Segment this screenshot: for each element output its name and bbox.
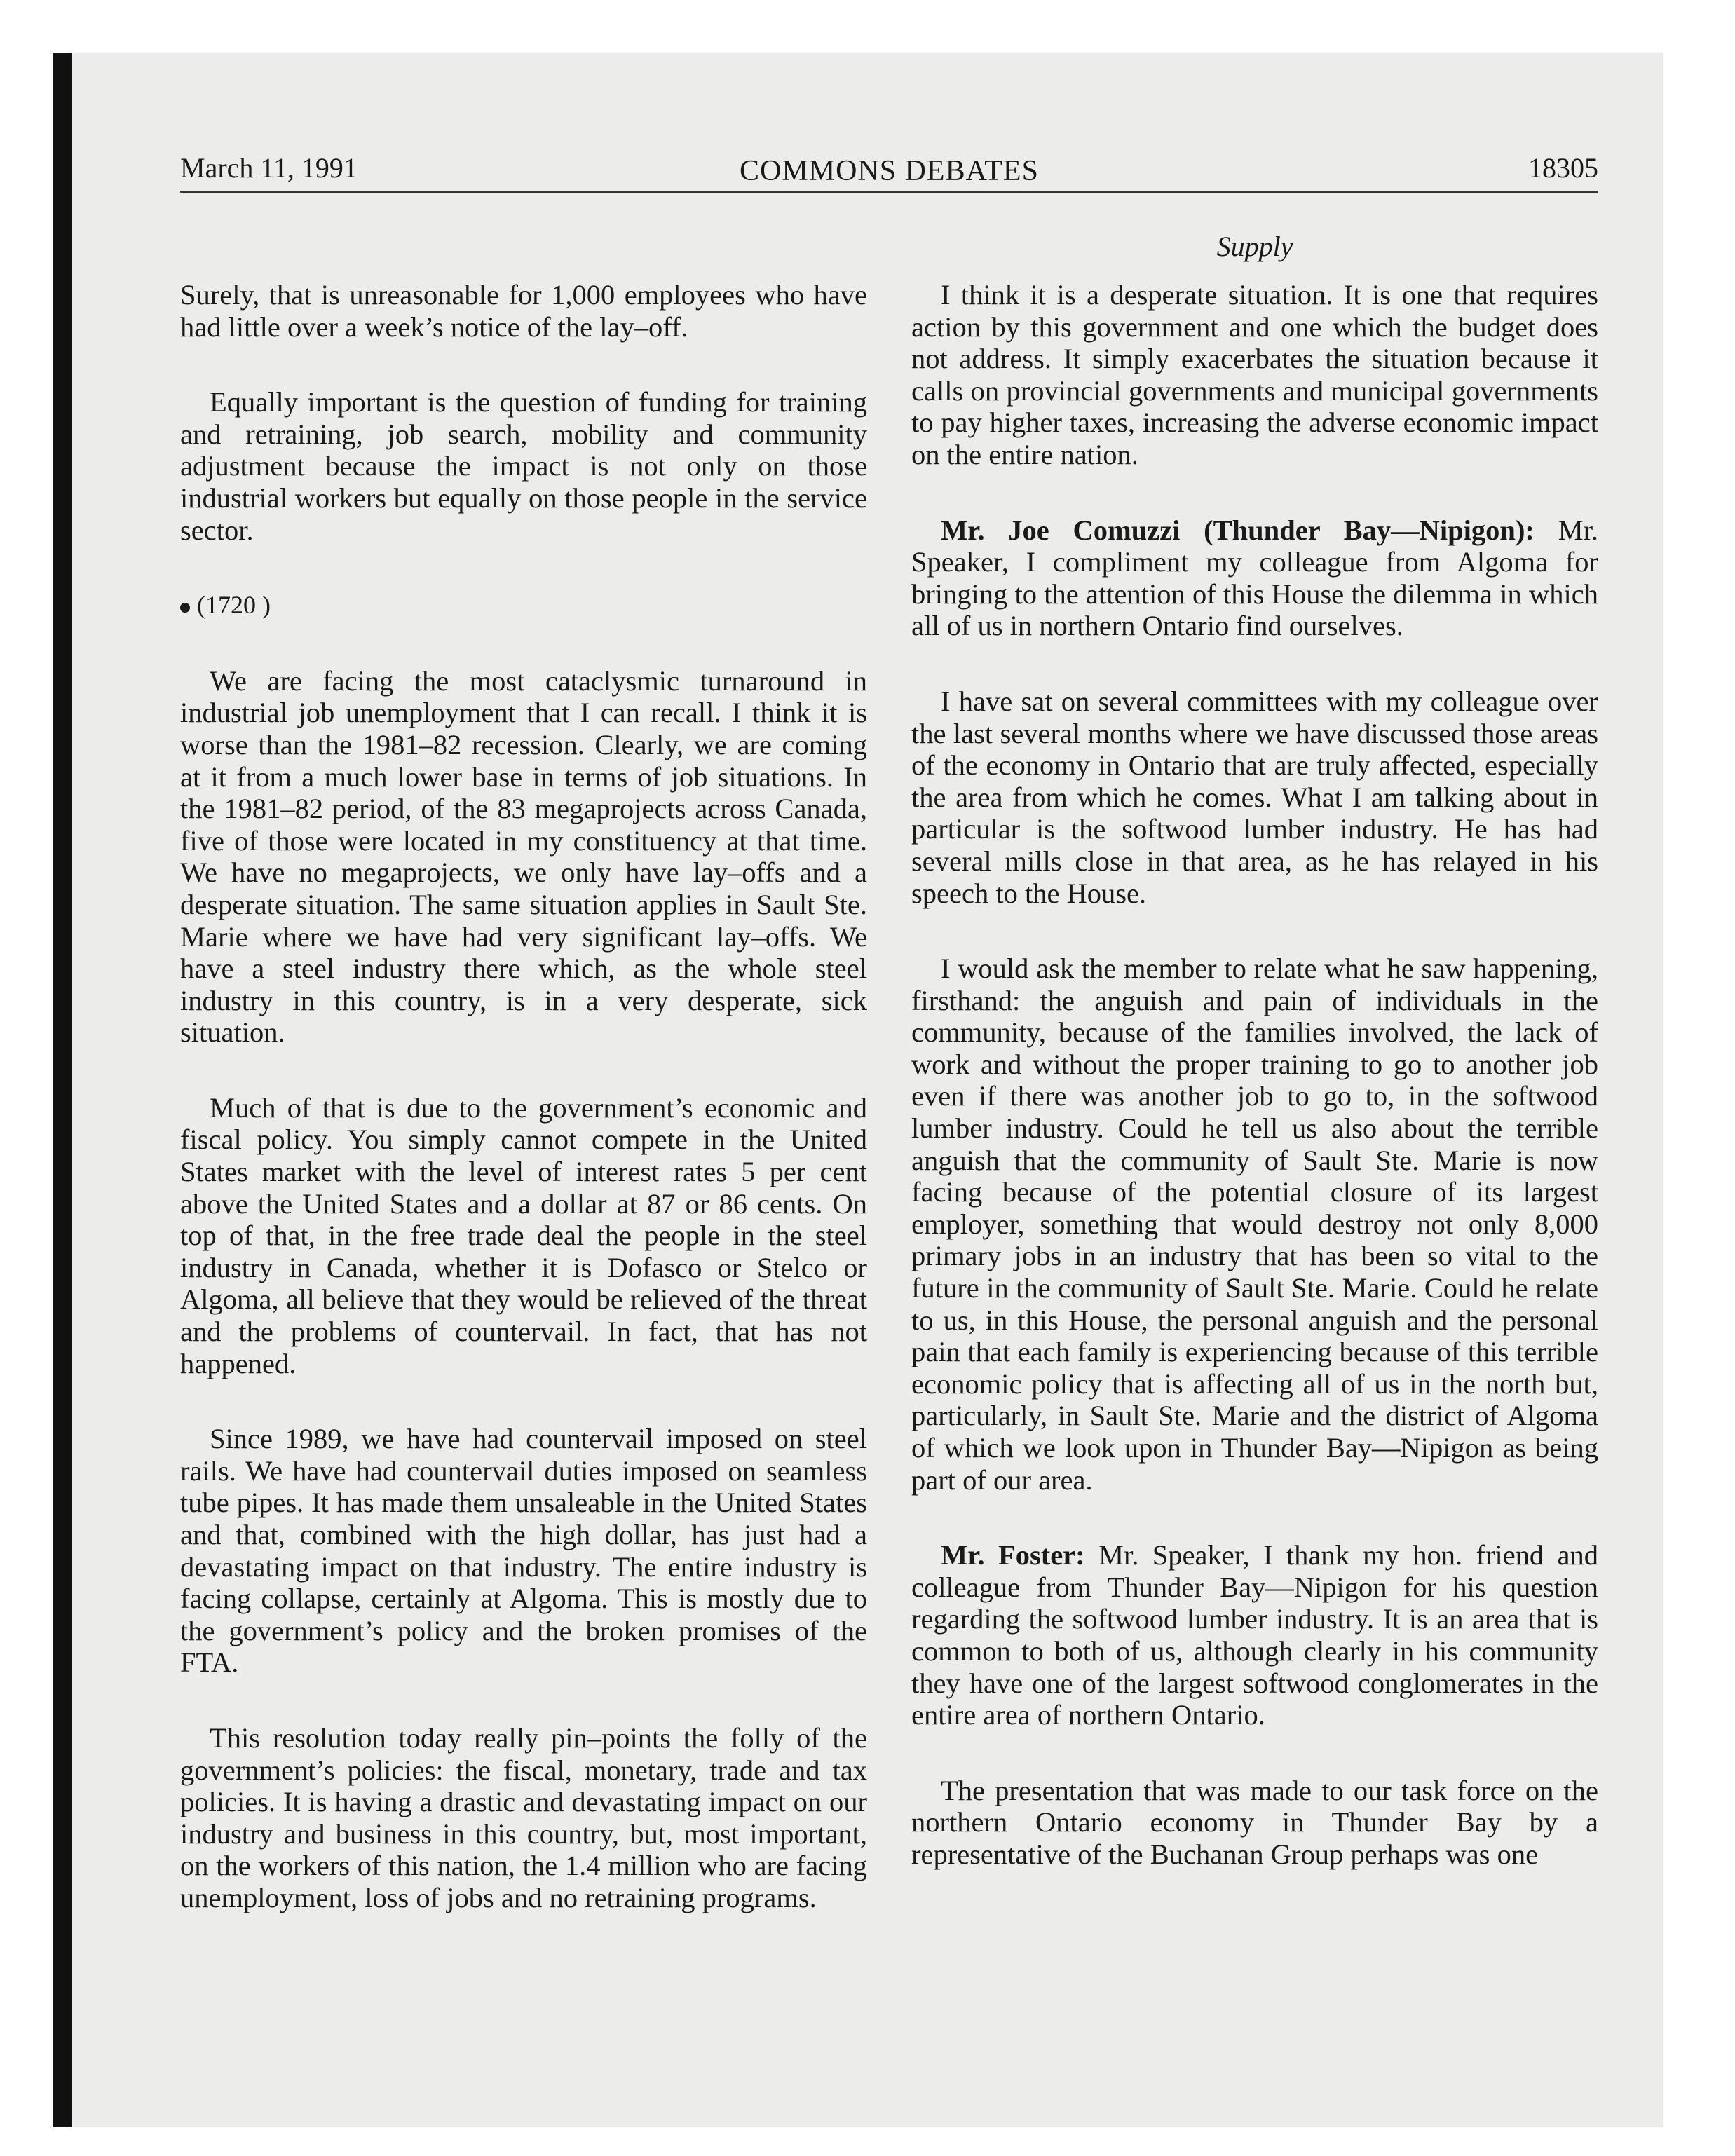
paragraph: Surely, that is unreasonable for 1,000 employees who have had little over a week’s notice of the lay–off. <box>180 279 867 343</box>
paragraph: I think it is a desperate situation. It is one that requires action by this government and one which the budget does not address. It simply exacerbates the situation because it calls on provincial governments and municipal governments to pay higher taxes, increasing the adverse economic impact on the entire nation. <box>911 279 1598 470</box>
left-column <box>180 279 867 1958</box>
speech-text: Mr. Speaker, I compliment my colleague from Algoma for bringing to the attention of this House the dilemma in which all of us in northern Ontario find ourselves. <box>911 514 1599 642</box>
section-label: Supply <box>1216 231 1293 262</box>
paragraph: Much of that is due to the government’s economic and fiscal policy. You simply cannot compete in the United States market with the level of interest rates 5 per cent above the United States and a dollar at 87 or 86 cents. On top of that, in the free trade deal the people in the steel industry in Canada, whether it is Dofasco or Stelco or Algoma, all believe that they would be relieved of the threat and the problems of countervail. In fact, that has not happened. <box>180 1091 867 1379</box>
page-header <box>180 144 1598 193</box>
speaker-name: Mr. Joe Comuzzi (Thunder Bay—Nipigon): <box>941 514 1535 546</box>
header-title: COMMONS DEBATES <box>740 155 1039 187</box>
paragraph: Since 1989, we have had countervail imposed on steel rails. We have had countervail duties imposed on seamless tube pipes. It has made them unsaleable in the United States and that, combined with the high dollar, has just had a devastating impact on that industry. The entire industry is facing collapse, certainly at Algoma. This is mostly due to the government’s policy and the broken promises of the FTA. <box>180 1423 867 1679</box>
header-date: March 11, 1991 <box>180 152 358 184</box>
bullet-icon <box>180 603 190 613</box>
speaker-name: Mr. Foster: <box>941 1539 1085 1571</box>
right-column <box>911 279 1598 1914</box>
paragraph: I would ask the member to relate what he saw happening, firsthand: the anguish and pain of individuals in the community, because of the families involved, the lack of work and without the proper training to go to another job even if there was another job to go to, in the softwood lumber industry. Could he tell us also about the terrible anguish that the community of Sault Ste. Marie is now facing because of the potential closure of its largest employer, something that would destroy not only 8,000 primary jobs in an industry that has been so vital to the future in the community of Sault Ste. Marie. Could he relate to us, in this House, the personal anguish and the personal pain that each family is experiencing because of this terrible economic policy that is affecting all of us in the north but, particularly, in Sault Ste. Marie and the district of Algoma of which we look upon in Thunder Bay—Nipigon as being part of our area. <box>911 953 1598 1496</box>
scan-binding-edge <box>53 53 72 2127</box>
speech-paragraph <box>911 1539 1598 1731</box>
scan-margin <box>0 0 1735 53</box>
page-number: 18305 <box>1528 152 1598 184</box>
header-rule <box>180 191 1598 193</box>
paragraph: We are facing the most cataclysmic turnaround in industrial job unemployment that I can recall. I think it is worse than the 1981–82 recession. Clearly, we are coming at it from a much lower base in terms of job situations. In the 1981–82 period, of the 83 megaprojects across Canada, five of those were located in my constituency at that time. We have no megaprojects, we only have lay–offs and a desperate situation. The same situation applies in Sault Ste. Marie where we have had very significant lay–offs. We have a steel industry there which, as the whole steel industry in this country, is in a very desperate, sick situation. <box>180 664 867 1049</box>
paragraph: The presentation that was made to our task force on the northern Ontario economy in Thunder Bay by a representative of the Buchanan Group perhaps was one <box>911 1774 1598 1870</box>
speech-paragraph <box>911 514 1598 642</box>
time-marker-text: (1720 ) <box>197 591 271 620</box>
paragraph: Equally important is the question of funding for training and retraining, job search, mobility and community adjustment because the impact is not only on those industrial workers but equally on those people in the service sector. <box>180 386 867 546</box>
paragraph: This resolution today really pin–points the folly of the government’s policies: the fiscal, monetary, trade and tax policies. It is having a drastic and devastating impact on our industry and business in this country, but, most important, on the workers of this nation, the 1.4 million who are facing unemployment, loss of jobs and no retraining programs. <box>180 1721 867 1913</box>
paragraph: I have sat on several committees with my colleague over the last several months where we have discussed those areas of the economy in Ontario that are truly affected, especially the area from which he comes. What I am talking about in particular is the softwood lumber industry. He has had several mills close in that area, as he has relayed in his speech to the House. <box>911 685 1598 909</box>
speech-text: Mr. Speaker, I thank my hon. friend and colleague from Thunder Bay—Nipigon for his question regarding the softwood lumber industry. It is an area that is common to both of us, although clearly in his community they have one of the largest softwood conglomerates in the entire area of northern Ontario. <box>911 1539 1598 1731</box>
time-marker <box>180 589 867 622</box>
